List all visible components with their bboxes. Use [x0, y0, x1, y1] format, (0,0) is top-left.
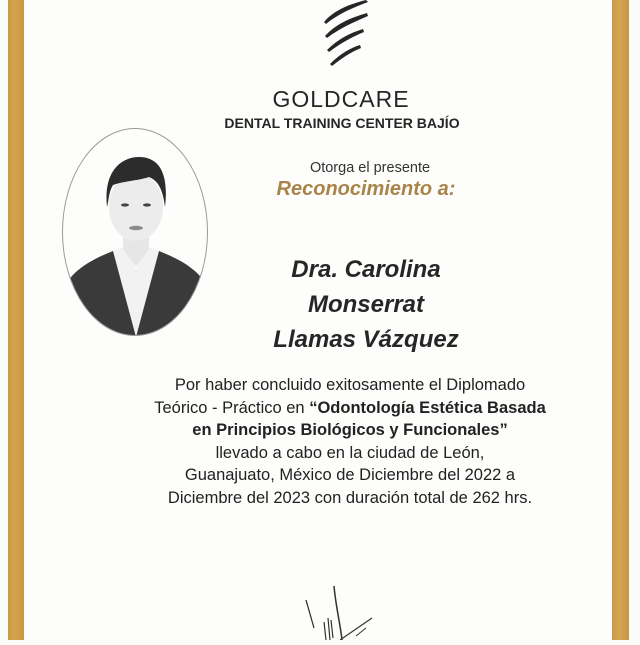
course-title-part1: “Odontología Estética Basada: [309, 398, 546, 417]
recipient-name: [200, 252, 500, 357]
body-line-4: llevado a cabo en la ciudad de León,: [215, 443, 485, 462]
handwritten-signature-icon: [300, 578, 380, 640]
recipient-name-line1: Dra. Carolina Monserrat: [291, 256, 441, 318]
body-line-2-prefix: Teórico - Práctico en: [154, 398, 310, 417]
recipient-name-line2: Llamas Vázquez: [273, 326, 459, 353]
brand-subtitle: DENTAL TRAINING CENTER BAJÍO: [224, 115, 460, 131]
body-line-1: Por haber concluido exitosamente el Diplomado: [174, 376, 526, 394]
certificate-body: [90, 374, 590, 509]
recipient-photo: [62, 128, 208, 336]
course-title-part2: en Principios Biológicos y Funcionales”: [192, 421, 508, 439]
goldcare-logo-icon: [310, 0, 370, 72]
portrait-icon: [63, 129, 208, 336]
body-line-2: [110, 397, 590, 420]
photo-oval-frame: [62, 128, 208, 336]
grant-line: Otorga el presente: [309, 160, 431, 176]
body-line-6: Diciembre del 2023 con duración total de 262 hrs.: [167, 488, 533, 507]
award-title: Reconocimiento a:: [276, 178, 456, 200]
body-line-5: Guanajuato, México de Diciembre del 2022 a: [184, 466, 516, 484]
brand-name: GOLDCARE: [272, 86, 410, 112]
